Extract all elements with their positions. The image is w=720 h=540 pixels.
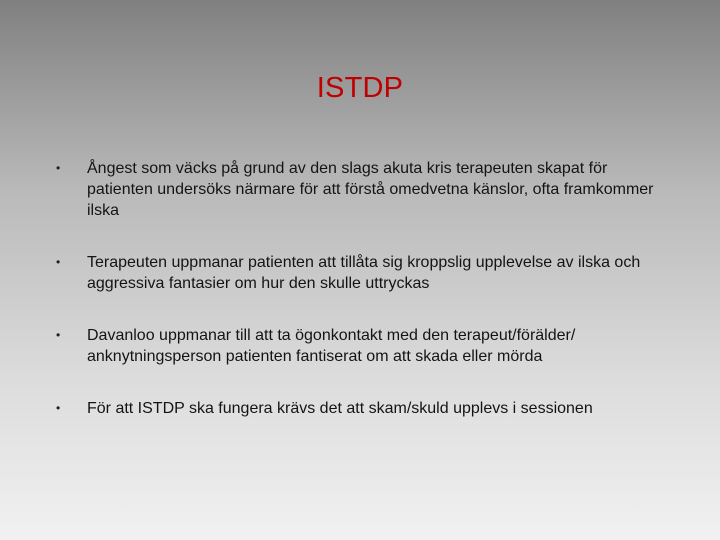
bullet-item-1 <box>56 158 676 221</box>
bullet-text-3: Davanloo uppmanar till att ta ögonkontakt med den terapeut/förälder/ anknytningsperson patienten fantiserat om att skada eller mörda <box>87 327 576 365</box>
bullet-item-4 <box>56 398 676 419</box>
bullet-text-2: Terapeuten uppmanar patienten att tillåta sig kroppslig upplevelse av ilska och aggressiva fantasier om hur den skulle uttryckas <box>87 254 641 292</box>
bullet-dot-icon: • <box>56 161 61 175</box>
bullet-dot-icon: • <box>56 401 61 415</box>
bullet-item-3 <box>56 325 676 367</box>
bullet-dot-icon: • <box>56 328 61 342</box>
slide-title: ISTDP <box>316 72 404 104</box>
bullet-item-2 <box>56 252 676 294</box>
bullet-list <box>56 158 676 419</box>
bullet-text-4: För att ISTDP ska fungera krävs det att skam/skuld upplevs i sessionen <box>87 400 593 417</box>
bullet-dot-icon: • <box>56 255 61 269</box>
bullet-text-1: Ångest som väcks på grund av den slags akuta kris terapeuten skapat för patienten undersöks närmare för att förstå omedvetna känslor, ofta framkommer ilska <box>87 160 654 219</box>
